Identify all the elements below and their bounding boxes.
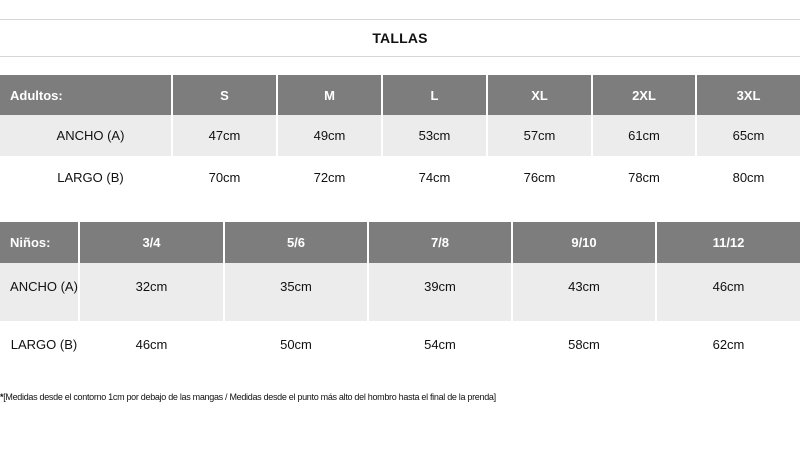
table-cell: 46cm xyxy=(656,263,800,321)
adult-size-header: 3XL xyxy=(696,75,800,115)
kids-row-largo xyxy=(0,321,800,379)
kids-header-label: Niños: xyxy=(0,222,79,263)
page-title xyxy=(0,19,800,57)
table-cell: 70cm xyxy=(172,156,277,198)
table-cell: 50cm xyxy=(224,321,368,379)
table-cell: 61cm xyxy=(592,115,696,156)
table-cell: 53cm xyxy=(382,115,487,156)
table-cell: 76cm xyxy=(487,156,592,198)
table-cell: 80cm xyxy=(696,156,800,198)
adult-header-label: Adultos: xyxy=(0,75,172,115)
table-cell: 39cm xyxy=(368,263,512,321)
table-cell: 49cm xyxy=(277,115,382,156)
adult-size-table xyxy=(0,75,800,198)
note-asterisk: * xyxy=(0,392,4,402)
adult-size-header: 2XL xyxy=(592,75,696,115)
table-cell: 32cm xyxy=(79,263,224,321)
kids-header-row xyxy=(0,222,800,263)
adult-row-largo xyxy=(0,156,800,198)
row-label: LARGO (B) xyxy=(10,337,78,352)
adult-header-row xyxy=(0,75,800,115)
kids-size-header: 5/6 xyxy=(224,222,368,263)
table-cell: 54cm xyxy=(368,321,512,379)
kids-size-table xyxy=(0,222,800,379)
row-label: ANCHO (A) xyxy=(0,115,172,156)
table-cell: 65cm xyxy=(696,115,800,156)
kids-size-header: 9/10 xyxy=(512,222,656,263)
adult-size-header: L xyxy=(382,75,487,115)
kids-row-ancho xyxy=(0,263,800,321)
table-cell: 35cm xyxy=(224,263,368,321)
table-cell: 78cm xyxy=(592,156,696,198)
table-cell: 43cm xyxy=(512,263,656,321)
adult-row-ancho xyxy=(0,115,800,156)
adult-size-header: XL xyxy=(487,75,592,115)
table-cell: 47cm xyxy=(172,115,277,156)
row-label: ANCHO (A) xyxy=(0,263,79,321)
table-cell: 46cm xyxy=(79,321,224,379)
kids-size-header: 3/4 xyxy=(79,222,224,263)
adult-size-header: M xyxy=(277,75,382,115)
adult-size-header: S xyxy=(172,75,277,115)
table-cell: 62cm xyxy=(656,321,800,379)
kids-size-header: 11/12 xyxy=(656,222,800,263)
title-text: TALLAS xyxy=(372,30,428,46)
kids-size-header: 7/8 xyxy=(368,222,512,263)
table-cell: 74cm xyxy=(382,156,487,198)
table-cell: 57cm xyxy=(487,115,592,156)
row-label: LARGO (B) xyxy=(57,169,124,185)
measurement-note xyxy=(0,392,496,402)
table-cell: 58cm xyxy=(512,321,656,379)
table-cell: 72cm xyxy=(277,156,382,198)
note-text: [Medidas desde el contorno 1cm por debajo de las mangas / Medidas desde el punto más alto del hombro hasta el final de la prenda] xyxy=(3,392,496,402)
